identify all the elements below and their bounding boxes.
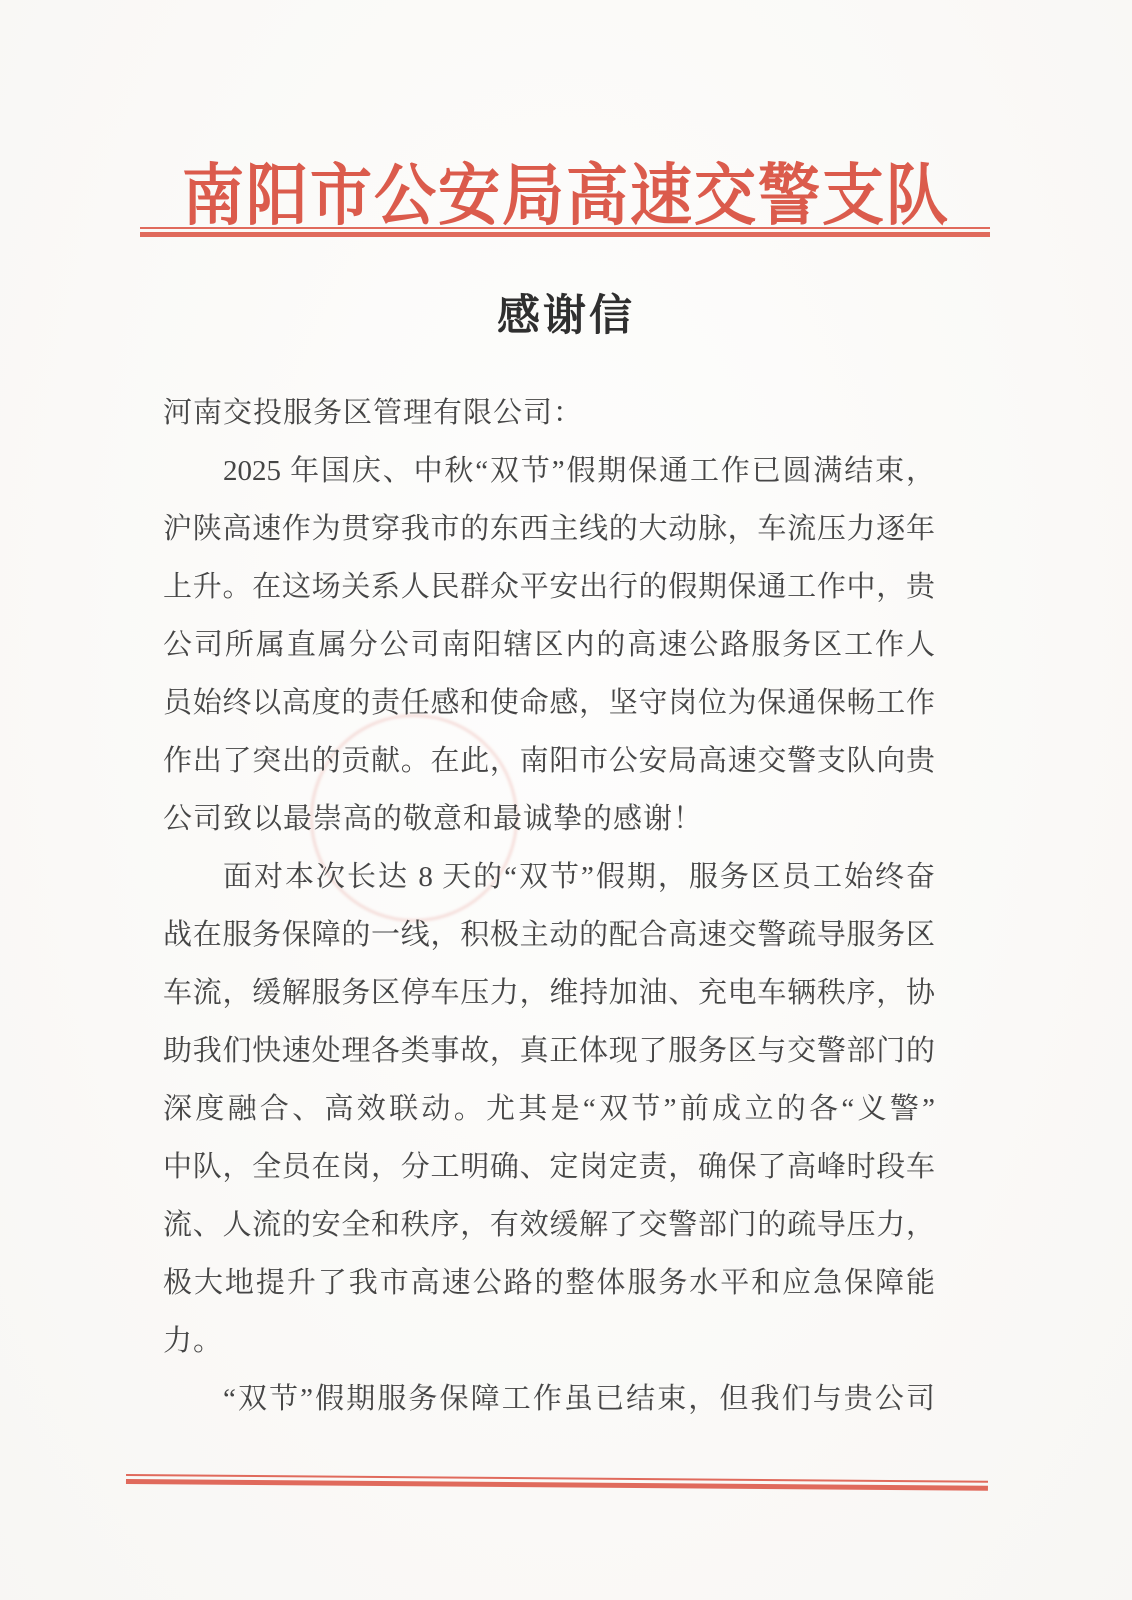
letter-title: 感谢信 (497, 293, 635, 340)
body-line: 战在服务保障的一线，积极主动的配合高速交警疏导服务区 (163, 919, 935, 951)
letter-body (163, 384, 935, 1428)
body-line: 公司致以最崇高的敬意和最诚挚的感谢！ (163, 803, 704, 835)
body-line: “双节”假期服务保障工作虽已结束，但我们与贵公司 (223, 1383, 935, 1415)
body-line: 员始终以高度的责任感和使命感，坚守岗位为保通保畅工作 (163, 687, 935, 719)
body-line: 面对本次长达 8 天的“双节”假期，服务区员工始终奋 (223, 861, 935, 893)
body-line: 沪陕高速作为贯穿我市的东西主线的大动脉，车流压力逐年 (163, 513, 935, 545)
body-line: 作出了突出的贡献。在此，南阳市公安局高速交警支队向贵 (163, 745, 935, 777)
body-line: 2025 年国庆、中秋“双节”假期保通工作已圆满结束， (223, 455, 935, 487)
body-line: 车流，缓解服务区停车压力，维持加油、充电车辆秩序，协 (163, 977, 935, 1009)
body-line: 河南交投服务区管理有限公司： (163, 397, 584, 429)
body-line: 中队，全员在岗，分工明确、定岗定责，确保了高峰时段车 (163, 1151, 935, 1183)
letterhead-divider-rule (140, 227, 990, 237)
body-line: 深度融合、高效联动。尤其是“双节”前成立的各“义警” (163, 1093, 935, 1125)
body-line: 极大地提升了我市高速公路的整体服务水平和应急保障能 (163, 1267, 935, 1299)
body-line: 力。 (163, 1325, 224, 1357)
body-line: 上升。在这场关系人民群众平安出行的假期保通工作中，贵 (163, 571, 935, 603)
body-line: 流、人流的安全和秩序，有效缓解了交警部门的疏导压力， (163, 1209, 935, 1241)
body-line: 公司所属直属分公司南阳辖区内的高速公路服务区工作人 (163, 629, 935, 661)
body-line: 助我们快速处理各类事故，真正体现了服务区与交警部门的 (163, 1035, 935, 1067)
footer-rule (126, 1474, 988, 1491)
letterhead-title: 南阳市公安局高速交警支队 (181, 160, 950, 234)
